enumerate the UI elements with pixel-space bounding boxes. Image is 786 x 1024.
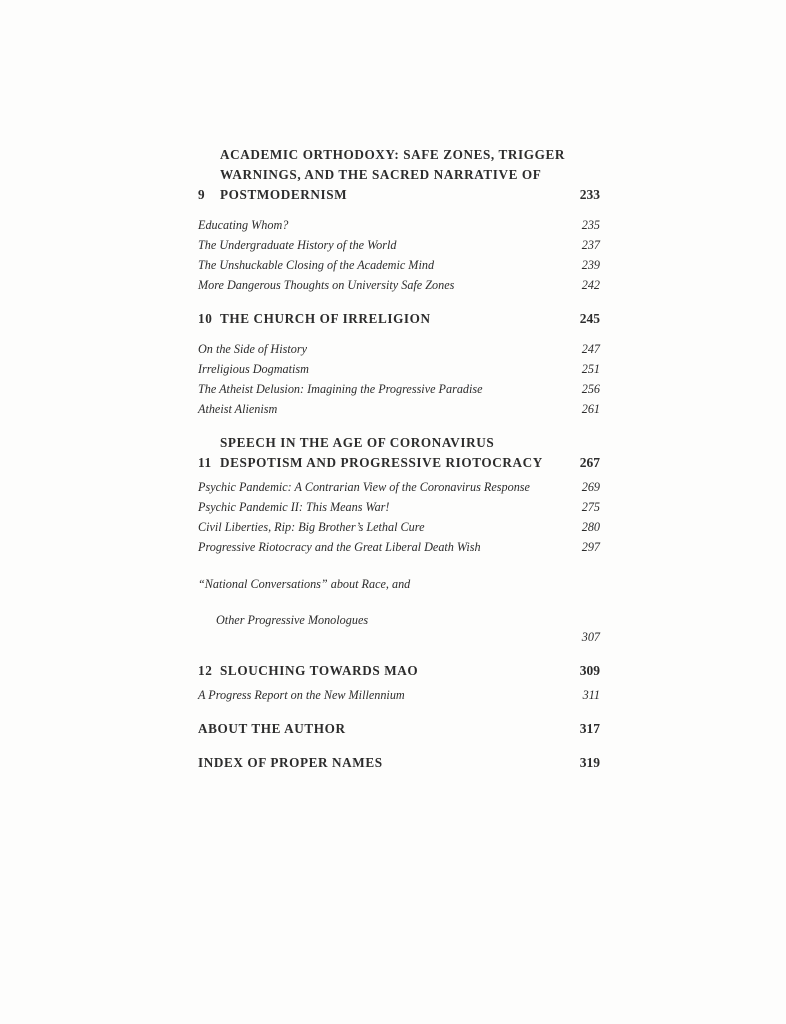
section-entry xyxy=(198,557,600,647)
section-entry xyxy=(198,399,600,419)
section-entry xyxy=(198,497,600,517)
chapter-heading xyxy=(198,145,600,205)
section-title: The Unshuckable Closing of the Academic Mind xyxy=(198,258,435,272)
table-of-contents xyxy=(198,145,600,773)
section-entry xyxy=(198,517,600,537)
chapter-heading xyxy=(198,433,600,473)
section-entry xyxy=(198,359,600,379)
section-page: 275 xyxy=(581,500,600,514)
section-page: 280 xyxy=(581,520,600,534)
section-title: A Progress Report on the New Millennium xyxy=(198,688,405,702)
section-entry xyxy=(198,379,600,399)
chapter-heading xyxy=(198,661,600,681)
section-title: Civil Liberties, Rip: Big Brother’s Lethal Cure xyxy=(198,520,425,534)
section-title: Irreligious Dogmatism xyxy=(198,362,309,376)
about-the-author-entry xyxy=(198,719,600,739)
chapter-page: 245 xyxy=(579,311,600,326)
section-page: 237 xyxy=(581,238,600,252)
chapter-10 xyxy=(198,309,600,419)
entry-title: ABOUT THE AUTHOR xyxy=(198,721,346,736)
section-page: 297 xyxy=(581,540,600,554)
chapter-page: 309 xyxy=(579,663,600,678)
section-title: Atheist Alienism xyxy=(198,402,278,416)
section-entry xyxy=(198,477,600,497)
section-entry xyxy=(198,275,600,295)
section-page: 261 xyxy=(581,402,600,416)
chapter-page: 233 xyxy=(579,187,600,202)
chapter-title: SLOUCHING TOWARDS MAO xyxy=(220,663,419,678)
entry-page: 317 xyxy=(579,721,600,736)
section-title: Psychic Pandemic: A Contrarian View of the Coronavirus Response xyxy=(198,480,530,494)
chapter-number: 9 xyxy=(198,187,206,202)
section-title: On the Side of History xyxy=(198,342,307,356)
index-entry xyxy=(198,753,600,773)
section-title: More Dangerous Thoughts on University Safe Zones xyxy=(198,278,455,292)
chapter-12 xyxy=(198,661,600,705)
section-title-line: Other Progressive Monologues xyxy=(216,613,369,627)
chapter-number: 11 xyxy=(198,455,212,470)
chapter-number: 12 xyxy=(198,663,213,678)
chapter-9 xyxy=(198,145,600,295)
section-entry xyxy=(198,339,600,359)
chapter-number: 10 xyxy=(198,311,213,326)
section-page: 242 xyxy=(581,278,600,292)
section-page: 311 xyxy=(582,688,600,702)
section-page: 251 xyxy=(581,362,600,376)
chapter-title: ACADEMIC ORTHODOXY: SAFE ZONES, TRIGGER WARNINGS, AND THE SACRED NARRATIVE OF POSTMODERNISM xyxy=(220,147,565,202)
section-page: 307 xyxy=(581,630,600,644)
chapter-title: SPEECH IN THE AGE OF CORONAVIRUS DESPOTISM AND PROGRESSIVE RIOTOCRACY xyxy=(220,435,543,470)
section-title: Psychic Pandemic II: This Means War! xyxy=(198,500,390,514)
section-entry xyxy=(198,685,600,705)
section-title-line: “National Conversations” about Race, and xyxy=(198,577,411,591)
chapter-11 xyxy=(198,433,600,647)
section-title: The Undergraduate History of the World xyxy=(198,238,397,252)
section-title: Educating Whom? xyxy=(198,218,289,232)
section-title xyxy=(198,557,572,647)
section-title: The Atheist Delusion: Imagining the Progressive Paradise xyxy=(198,382,483,396)
chapter-page: 267 xyxy=(579,455,600,470)
section-page: 256 xyxy=(581,382,600,396)
section-entry xyxy=(198,255,600,275)
section-page: 247 xyxy=(581,342,600,356)
section-page: 235 xyxy=(581,218,600,232)
section-entry xyxy=(198,215,600,235)
chapter-title: THE CHURCH OF IRRELIGION xyxy=(220,311,431,326)
entry-page: 319 xyxy=(579,755,600,770)
section-page: 239 xyxy=(581,258,600,272)
section-entry xyxy=(198,235,600,255)
section-entry xyxy=(198,537,600,557)
entry-title: INDEX OF PROPER NAMES xyxy=(198,755,383,770)
section-page: 269 xyxy=(581,480,600,494)
chapter-heading xyxy=(198,309,600,329)
section-title: Progressive Riotocracy and the Great Liberal Death Wish xyxy=(198,540,481,554)
